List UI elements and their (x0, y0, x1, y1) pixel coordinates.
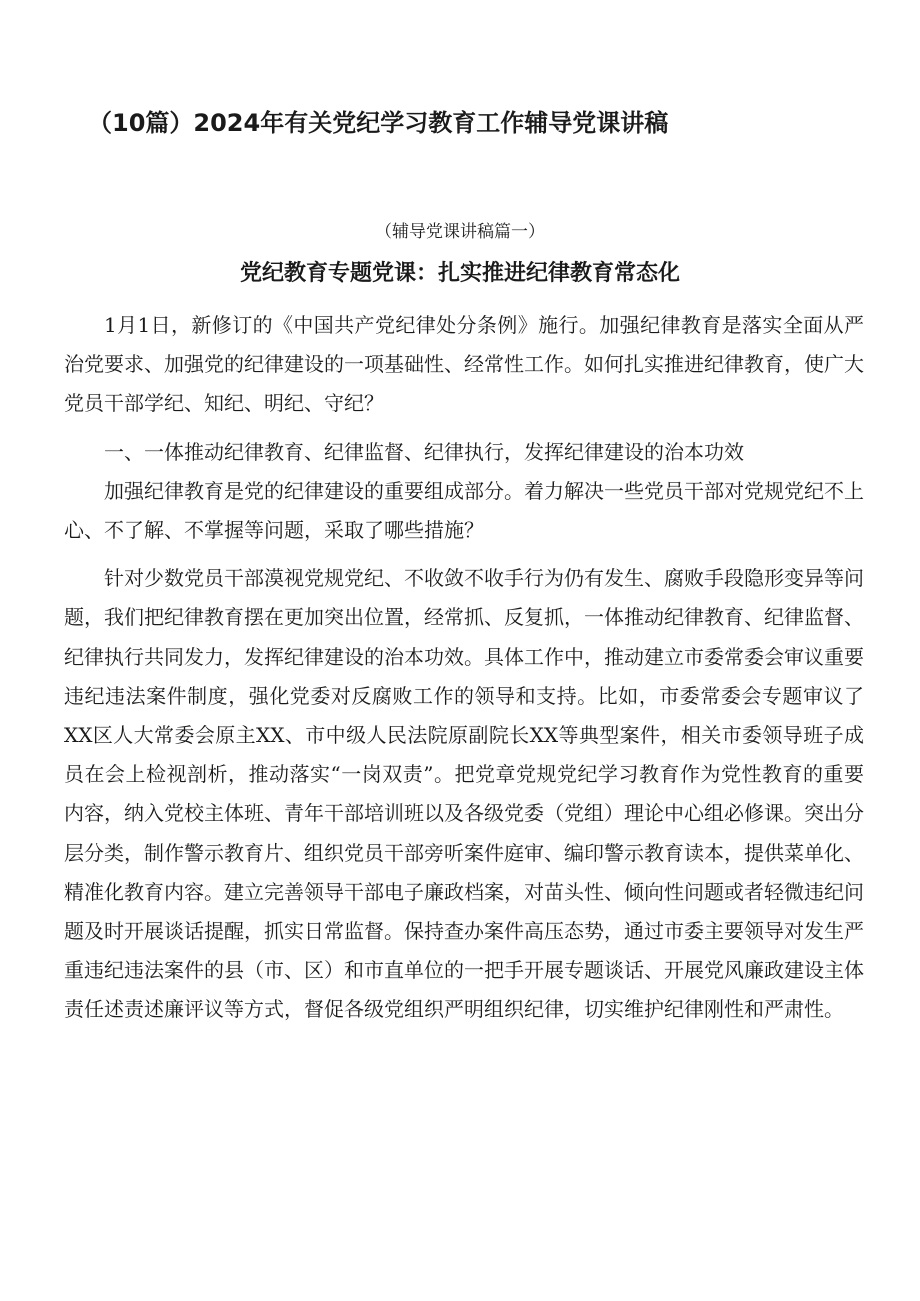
section-title: 党纪教育专题党课：扎实推进纪律教育常态化 (239, 261, 680, 286)
section-label: （辅导党课讲稿篇一） (375, 222, 545, 242)
body-paragraph-measures: 针对少数党员干部漠视党规党纪、不收敛不收手行为仍有发生、腐败手段隐形变异等问题，我们把纪律教育摆在更加突出位置，经常抓、反复抓，一体推动纪律教育、纪律监督、纪律执行共同发力，发挥纪律建设的治本功效。具体工作中，推动建立市委常委会审议重要违纪违法案件制度，强化党委对反腐败工作的领导和支持。比如，市委常委会专题审议了XX区人大常委会原主XX、市中级人民法院原副院长XX等典型案件，相关市委领导班子成员在会上检视剖析，推动落实“一岗双责”。把党章党规党纪学习教育作为党性教育的重要内容，纳入党校主体班、青年干部培训班以及各级党委（党组）理论中心组必修课。突出分层分类，制作警示教育片、组织党员干部旁听案件庭审、编印警示教育读本，提供菜单化、精准化教育内容。建立完善领导干部电子廉政档案，对苗头性、倾向性问题或者轻微违纪问题及时开展谈话提醒，抓实日常监督。保持查办案件高压态势，通过市委主要领导对发生严重违纪违法案件的县（市、区）和市直单位的一把手开展专题谈话、开展党风廉政建设主体责任述责述廉评议等方式，督促各级党组织严明组织纪律，切实维护纪律刚性和严肃性。 (64, 566, 864, 1022)
body-paragraph-question: 加强纪律教育是党的纪律建设的重要组成部分。着力解决一些党员干部对党规党纪不上心、不了解、不掌握等问题，采取了哪些措施？ (64, 478, 864, 543)
document-body (64, 306, 864, 1030)
body-heading-one: 一、一体推动纪律教育、纪律监督、纪律执行，发挥纪律建设的治本功效 (104, 439, 744, 464)
document-title: （10篇）2024年有关党纪学习教育工作辅导党课讲稿 (88, 109, 669, 137)
body-paragraph-intro: 1月1日，新修订的《中国共产党纪律处分条例》施行。加强纪律教育是落实全面从严治党要求、加强党的纪律建设的一项基础性、经常性工作。如何扎实推进纪律教育，使广大党员干部学纪、知纪、明纪、守纪？ (64, 313, 864, 416)
